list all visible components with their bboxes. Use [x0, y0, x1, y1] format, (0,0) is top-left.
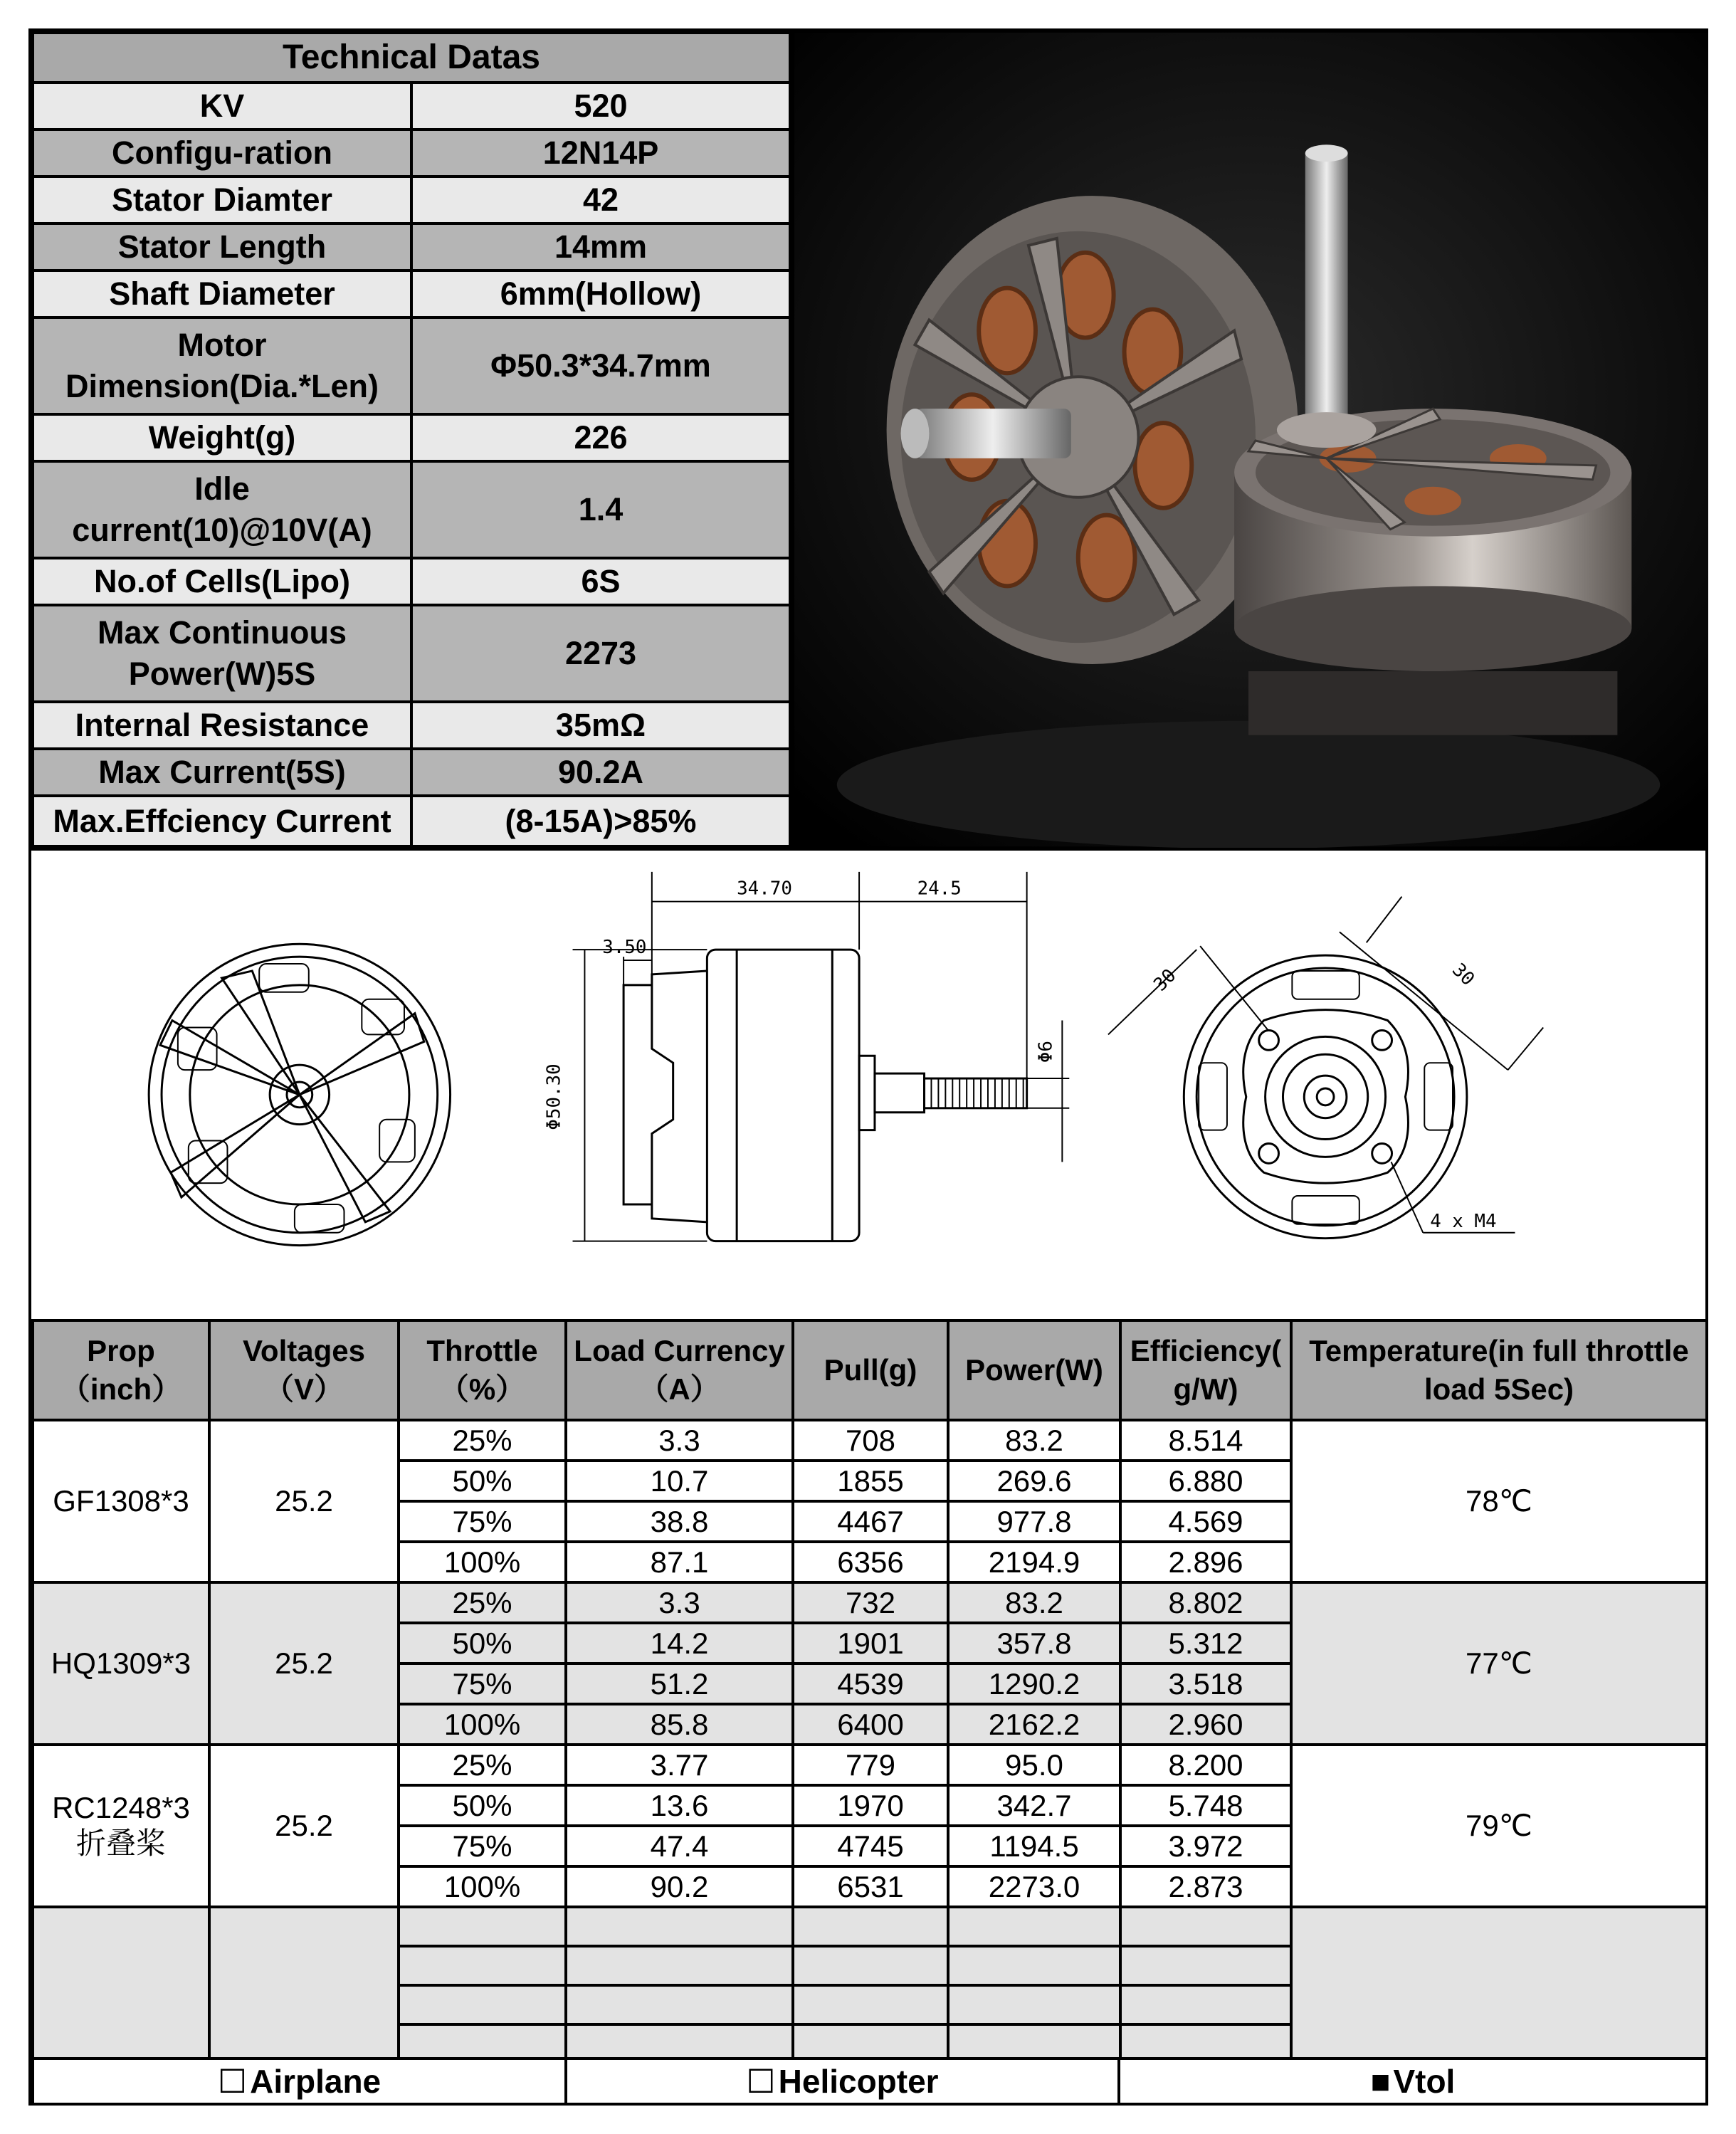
power-cell: 977.8 [948, 1501, 1120, 1542]
prop-name: RC1248*3 [52, 1791, 190, 1824]
efficiency-cell: 6.880 [1120, 1461, 1291, 1501]
power-cell: 83.2 [948, 1582, 1120, 1623]
power-cell: 1194.5 [948, 1826, 1120, 1866]
current-cell: 3.3 [566, 1582, 793, 1623]
efficiency-cell: 2.960 [1120, 1704, 1291, 1745]
pull-cell: 1970 [793, 1785, 948, 1826]
spec-label-motor-dimension-l1: Motor [177, 327, 267, 363]
spec-value-shaft-diameter: 6mm(Hollow) [411, 270, 790, 317]
aircraft-type-row [31, 2057, 1708, 2103]
dim-screw-label: 4 x M4 [1430, 1210, 1497, 1232]
dim-hole-spacing-1: 30 [1150, 964, 1181, 996]
empty-cell [33, 1907, 209, 2064]
spec-label-weight: Weight(g) [33, 414, 411, 461]
dim-hole-spacing-2: 30 [1448, 959, 1479, 990]
power-cell: 269.6 [948, 1461, 1120, 1501]
prop-cell [33, 1745, 209, 1907]
pull-cell: 1855 [793, 1461, 948, 1501]
performance-header-row [33, 1320, 1707, 1420]
current-cell: 90.2 [566, 1866, 793, 1907]
current-cell: 38.8 [566, 1501, 793, 1542]
motor-product-photo [791, 31, 1708, 848]
header-voltages: Voltages （V） [209, 1320, 399, 1420]
pull-cell: 708 [793, 1420, 948, 1461]
technical-data-table [31, 31, 791, 848]
current-cell: 47.4 [566, 1826, 793, 1866]
efficiency-cell: 5.748 [1120, 1785, 1291, 1826]
throttle-cell: 100% [399, 1542, 566, 1582]
dim-length-label: 34.70 [737, 878, 792, 900]
spec-label-max-continuous-power [33, 605, 411, 702]
temperature-cell: 77℃ [1291, 1582, 1707, 1745]
spec-title: Technical Datas [33, 33, 790, 83]
empty-cell [793, 1907, 948, 1946]
pull-cell: 4539 [793, 1663, 948, 1704]
temperature-cell: 78℃ [1291, 1420, 1707, 1582]
spec-label-motor-dimension [33, 317, 411, 414]
left-motor-shaft [915, 409, 1070, 458]
dim-shaft-diameter-label: Φ6 [1035, 1041, 1057, 1063]
voltage-cell: 25.2 [209, 1420, 399, 1582]
empty-cell [566, 1985, 793, 2024]
empty-row [33, 1907, 1707, 1946]
spec-value-idle-current: 1.4 [411, 461, 790, 558]
header-load-current: Load Currency （A） [566, 1320, 793, 1420]
side-view-drawing [573, 872, 1070, 1241]
spec-label-internal-resistance: Internal Resistance [33, 702, 411, 749]
pull-cell: 6356 [793, 1542, 948, 1582]
throttle-cell: 75% [399, 1826, 566, 1866]
spec-label-stator-diameter: Stator Diamter [33, 177, 411, 224]
power-cell: 95.0 [948, 1745, 1120, 1785]
dim-shaft-length-label: 24.5 [917, 878, 962, 900]
spec-label-stator-length: Stator Length [33, 224, 411, 270]
spec-label-idle-current-l1: Idle [194, 471, 250, 507]
spec-value-weight: 226 [411, 414, 790, 461]
empty-cell [399, 1907, 566, 1946]
header-power: Power(W) [948, 1320, 1120, 1420]
spec-label-cells: No.of Cells(Lipo) [33, 558, 411, 605]
pull-cell: 6531 [793, 1866, 948, 1907]
spec-label-max-power-l1: Max Continuous [98, 614, 347, 651]
efficiency-cell: 3.518 [1120, 1663, 1291, 1704]
throttle-cell: 100% [399, 1704, 566, 1745]
efficiency-cell: 5.312 [1120, 1623, 1291, 1663]
empty-cell [948, 1946, 1120, 1985]
vtol-label: Vtol [1393, 2063, 1456, 2100]
helicopter-checkbox: ☐ [746, 2063, 776, 2100]
pull-cell: 4467 [793, 1501, 948, 1542]
spec-label-configuration: Configu-ration [33, 130, 411, 177]
empty-cell [1120, 1946, 1291, 1985]
performance-table [31, 1319, 1708, 2065]
empty-cell [399, 1985, 566, 2024]
spec-label-shaft-diameter: Shaft Diameter [33, 270, 411, 317]
efficiency-cell: 8.514 [1120, 1420, 1291, 1461]
spec-value-cells: 6S [411, 558, 790, 605]
empty-cell [948, 1985, 1120, 2024]
motor-photo-illustration [794, 31, 1708, 848]
empty-cell [793, 1985, 948, 2024]
efficiency-cell: 2.873 [1120, 1866, 1291, 1907]
temperature-cell: 79℃ [1291, 1745, 1707, 1907]
voltage-cell: 25.2 [209, 1582, 399, 1745]
empty-cell [793, 1946, 948, 1985]
spec-label-max-efficiency-current: Max.Effciency Current [33, 796, 411, 846]
throttle-cell: 50% [399, 1461, 566, 1501]
pull-cell: 779 [793, 1745, 948, 1785]
spec-value-internal-resistance: 35mΩ [411, 702, 790, 749]
spec-value-kv: 520 [411, 83, 790, 130]
efficiency-cell: 4.569 [1120, 1501, 1291, 1542]
table-row [33, 1420, 1707, 1461]
spec-value-motor-dimension: Φ50.3*34.7mm [411, 317, 790, 414]
spec-value-max-current: 90.2A [411, 749, 790, 796]
power-cell: 2194.9 [948, 1542, 1120, 1582]
type-vtol [1119, 2059, 1707, 2103]
prop-note: 折叠桨 [75, 1826, 166, 1860]
current-cell: 85.8 [566, 1704, 793, 1745]
throttle-cell: 50% [399, 1623, 566, 1663]
throttle-cell: 75% [399, 1501, 566, 1542]
header-throttle: Throttle （%） [399, 1320, 566, 1420]
efficiency-cell: 8.802 [1120, 1582, 1291, 1623]
current-cell: 10.7 [566, 1461, 793, 1501]
header-temperature: Temperature(in full throttle load 5Sec) [1291, 1320, 1707, 1420]
power-cell: 357.8 [948, 1623, 1120, 1663]
pull-cell: 732 [793, 1582, 948, 1623]
current-cell: 3.3 [566, 1420, 793, 1461]
empty-cell [399, 1946, 566, 1985]
empty-cell [1120, 1907, 1291, 1946]
table-row [33, 1745, 1707, 1785]
spec-label-motor-dimension-l2: Dimension(Dia.*Len) [65, 368, 379, 404]
throttle-cell: 25% [399, 1745, 566, 1785]
right-motor-shaft [1305, 153, 1348, 423]
mechanical-drawing-svg [31, 851, 1705, 1319]
spec-value-max-continuous-power: 2273 [411, 605, 790, 702]
power-cell: 2162.2 [948, 1704, 1120, 1745]
voltage-cell: 25.2 [209, 1745, 399, 1907]
datasheet [28, 28, 1708, 2106]
helicopter-label: Helicopter [778, 2063, 939, 2100]
current-cell: 51.2 [566, 1663, 793, 1704]
empty-cell [566, 1907, 793, 1946]
spec-label-idle-current-l2: current(10)@10V(A) [72, 512, 372, 548]
power-cell: 342.7 [948, 1785, 1120, 1826]
empty-cell [1120, 1985, 1291, 2024]
spec-label-kv: KV [33, 83, 411, 130]
current-cell: 87.1 [566, 1542, 793, 1582]
current-cell: 3.77 [566, 1745, 793, 1785]
type-helicopter [566, 2059, 1119, 2103]
pull-cell: 1901 [793, 1623, 948, 1663]
dim-base-label: 3.50 [602, 937, 647, 959]
current-cell: 14.2 [566, 1623, 793, 1663]
type-airplane [33, 2059, 566, 2103]
throttle-cell: 100% [399, 1866, 566, 1907]
table-row [33, 1582, 1707, 1623]
airplane-checkbox: ☐ [217, 2063, 248, 2100]
pull-cell: 4745 [793, 1826, 948, 1866]
header-prop: Prop （inch） [33, 1320, 209, 1420]
empty-cell [566, 1946, 793, 1985]
prop-cell: HQ1309*3 [33, 1582, 209, 1745]
power-cell: 2273.0 [948, 1866, 1120, 1907]
throttle-cell: 25% [399, 1420, 566, 1461]
airplane-label: Airplane [250, 2063, 382, 2100]
header-efficiency: Efficiency( g/W) [1120, 1320, 1291, 1420]
power-cell: 83.2 [948, 1420, 1120, 1461]
mechanical-drawing [31, 848, 1705, 1319]
spec-label-max-power-l2: Power(W)5S [128, 656, 316, 692]
prop-cell: GF1308*3 [33, 1420, 209, 1582]
throttle-cell: 75% [399, 1663, 566, 1704]
header-pull: Pull(g) [793, 1320, 948, 1420]
front-view-drawing [149, 944, 450, 1245]
empty-cell [948, 1907, 1120, 1946]
rear-view-drawing [1108, 897, 1543, 1239]
throttle-cell: 25% [399, 1582, 566, 1623]
current-cell: 13.6 [566, 1785, 793, 1826]
dim-diameter-label: Φ50.30 [543, 1063, 565, 1130]
empty-cell [209, 1907, 399, 2064]
vtol-checkbox: ■ [1370, 2063, 1391, 2100]
efficiency-cell: 3.972 [1120, 1826, 1291, 1866]
power-cell: 1290.2 [948, 1663, 1120, 1704]
spec-label-idle-current [33, 461, 411, 558]
spec-label-max-current: Max Current(5S) [33, 749, 411, 796]
empty-cell [1291, 1907, 1707, 2064]
spec-value-stator-diameter: 42 [411, 177, 790, 224]
efficiency-cell: 8.200 [1120, 1745, 1291, 1785]
efficiency-cell: 2.896 [1120, 1542, 1291, 1582]
pull-cell: 6400 [793, 1704, 948, 1745]
spec-value-stator-length: 14mm [411, 224, 790, 270]
spec-value-max-efficiency-current: (8-15A)>85% [411, 796, 790, 846]
spec-value-configuration: 12N14P [411, 130, 790, 177]
throttle-cell: 50% [399, 1785, 566, 1826]
